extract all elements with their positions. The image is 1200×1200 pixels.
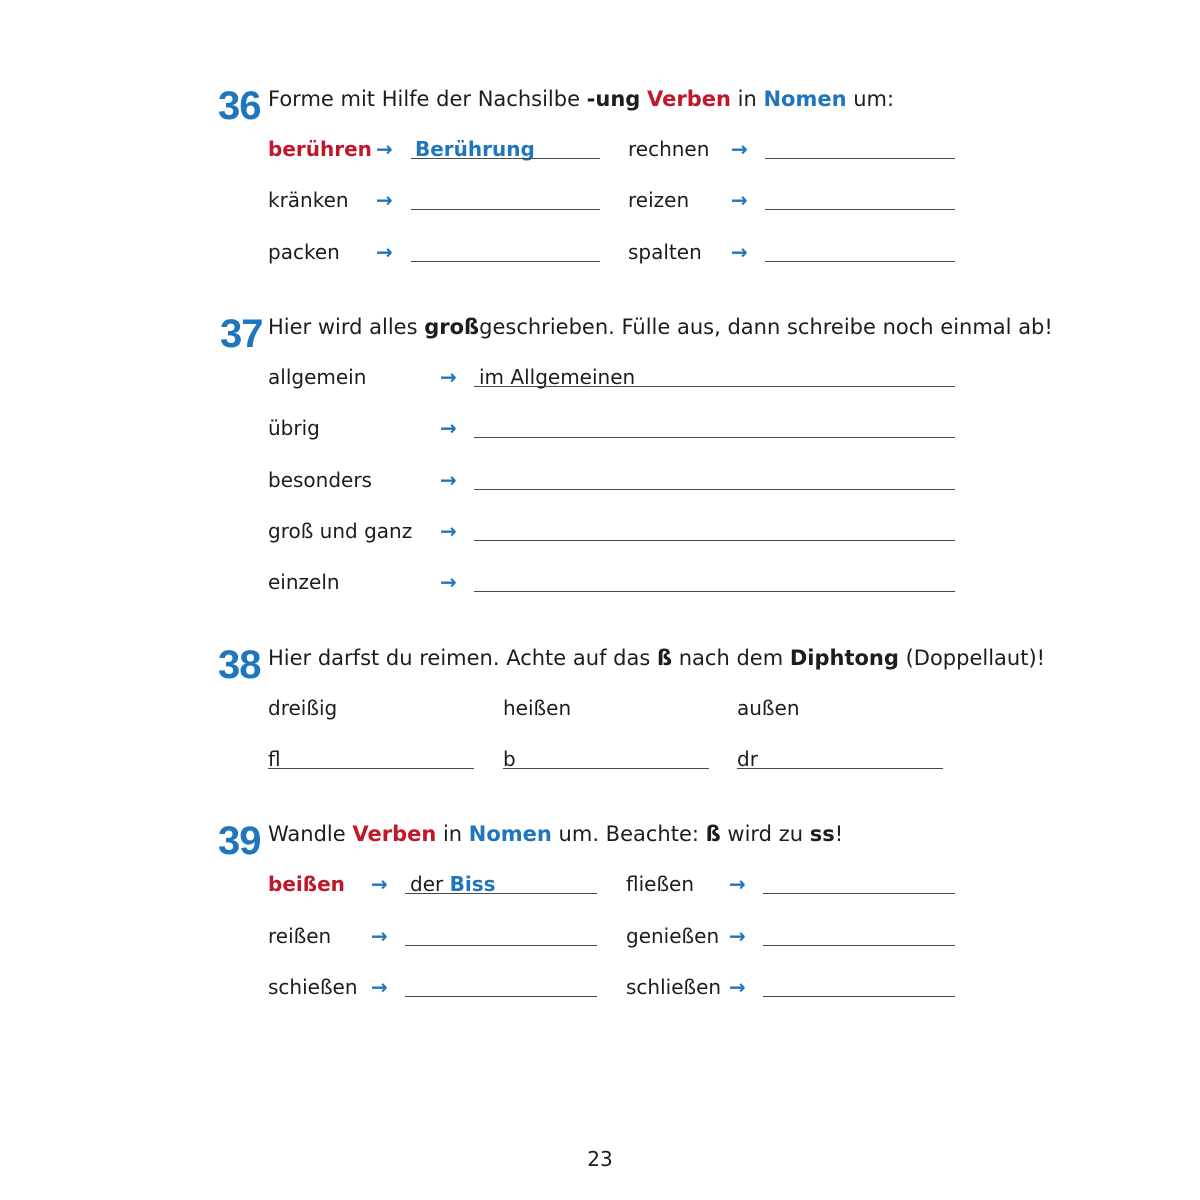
arrow-icon: →: [440, 519, 457, 543]
arrow-icon: →: [376, 137, 393, 161]
arrow-icon: →: [371, 975, 388, 999]
answer-line[interactable]: [765, 209, 955, 210]
answer-line[interactable]: [503, 768, 709, 769]
ex38-word-3: außen: [737, 696, 800, 720]
exercise-number-39: 39: [218, 819, 261, 863]
page-number: 23: [587, 1147, 613, 1171]
arrow-icon: →: [371, 872, 388, 896]
exercise-number-36: 36: [218, 84, 261, 128]
ex36-verb-4: rechnen: [628, 137, 710, 161]
arrow-icon: →: [729, 975, 746, 999]
arrow-icon: →: [440, 365, 457, 389]
arrow-icon: →: [729, 924, 746, 948]
answer-line[interactable]: [474, 489, 955, 490]
answer-line[interactable]: [411, 261, 600, 262]
exercise-37-instruction: Hier wird alles großgeschrieben. Fülle aus, dann schreibe noch einmal ab!: [268, 315, 1053, 339]
answer-line[interactable]: [474, 437, 955, 438]
arrow-icon: →: [376, 188, 393, 212]
ex38-word-1: dreißig: [268, 696, 338, 720]
exercise-number-38: 38: [218, 643, 261, 687]
ex37-answer-1: im Allgemeinen: [479, 365, 636, 389]
exercise-number-37: 37: [220, 312, 263, 356]
ex36-verb-6: spalten: [628, 240, 702, 264]
ex37-word-4: groß und ganz: [268, 519, 413, 543]
ex37-word-3: besonders: [268, 468, 372, 492]
arrow-icon: →: [440, 468, 457, 492]
arrow-icon: →: [731, 137, 748, 161]
answer-line[interactable]: [763, 945, 955, 946]
arrow-icon: →: [440, 416, 457, 440]
answer-line[interactable]: [763, 893, 955, 894]
ex37-word-1: allgemein: [268, 365, 367, 389]
ex36-answer-1: Berührung: [415, 137, 535, 161]
answer-line[interactable]: [268, 768, 474, 769]
ex38-start-2: b: [503, 747, 516, 771]
answer-line[interactable]: [405, 996, 597, 997]
ex39-verb-3: schießen: [268, 975, 358, 999]
arrow-icon: →: [729, 872, 746, 896]
ex37-word-2: übrig: [268, 416, 320, 440]
ex39-verb-6: schließen: [626, 975, 722, 999]
answer-line[interactable]: [474, 591, 955, 592]
ex36-verb-3: packen: [268, 240, 340, 264]
ex39-verb-5: genießen: [626, 924, 720, 948]
ex36-verb-1: berühren: [268, 137, 372, 161]
exercise-38-instruction: Hier darfst du reimen. Achte auf das ß nach dem Diphtong (Doppellaut)!: [268, 646, 1046, 670]
exercise-39-instruction: Wandle Verben in Nomen um. Beachte: ß wird zu ss!: [268, 822, 844, 846]
answer-line[interactable]: [474, 540, 955, 541]
arrow-icon: →: [371, 924, 388, 948]
ex39-verb-4: fließen: [626, 872, 695, 896]
exercise-36-instruction: Forme mit Hilfe der Nachsilbe -ung Verben in Nomen um:: [268, 87, 895, 111]
ex36-verb-5: reizen: [628, 188, 690, 212]
answer-line[interactable]: [765, 261, 955, 262]
ex39-answer-1: der Biss: [410, 872, 496, 896]
answer-line[interactable]: [411, 158, 600, 159]
arrow-icon: →: [440, 570, 457, 594]
ex38-start-1: fl: [268, 747, 281, 771]
ex38-word-2: heißen: [503, 696, 572, 720]
answer-line[interactable]: [763, 996, 955, 997]
arrow-icon: →: [376, 240, 393, 264]
answer-line[interactable]: [405, 945, 597, 946]
ex37-word-5: einzeln: [268, 570, 340, 594]
arrow-icon: →: [731, 240, 748, 264]
ex38-start-3: dr: [737, 747, 758, 771]
answer-line[interactable]: [411, 209, 600, 210]
ex39-verb-2: reißen: [268, 924, 332, 948]
arrow-icon: →: [731, 188, 748, 212]
answer-line[interactable]: [474, 386, 955, 387]
answer-line[interactable]: [765, 158, 955, 159]
ex36-verb-2: kränken: [268, 188, 349, 212]
ex39-verb-1: beißen: [268, 872, 345, 896]
answer-line[interactable]: [737, 768, 943, 769]
answer-line[interactable]: [405, 893, 597, 894]
